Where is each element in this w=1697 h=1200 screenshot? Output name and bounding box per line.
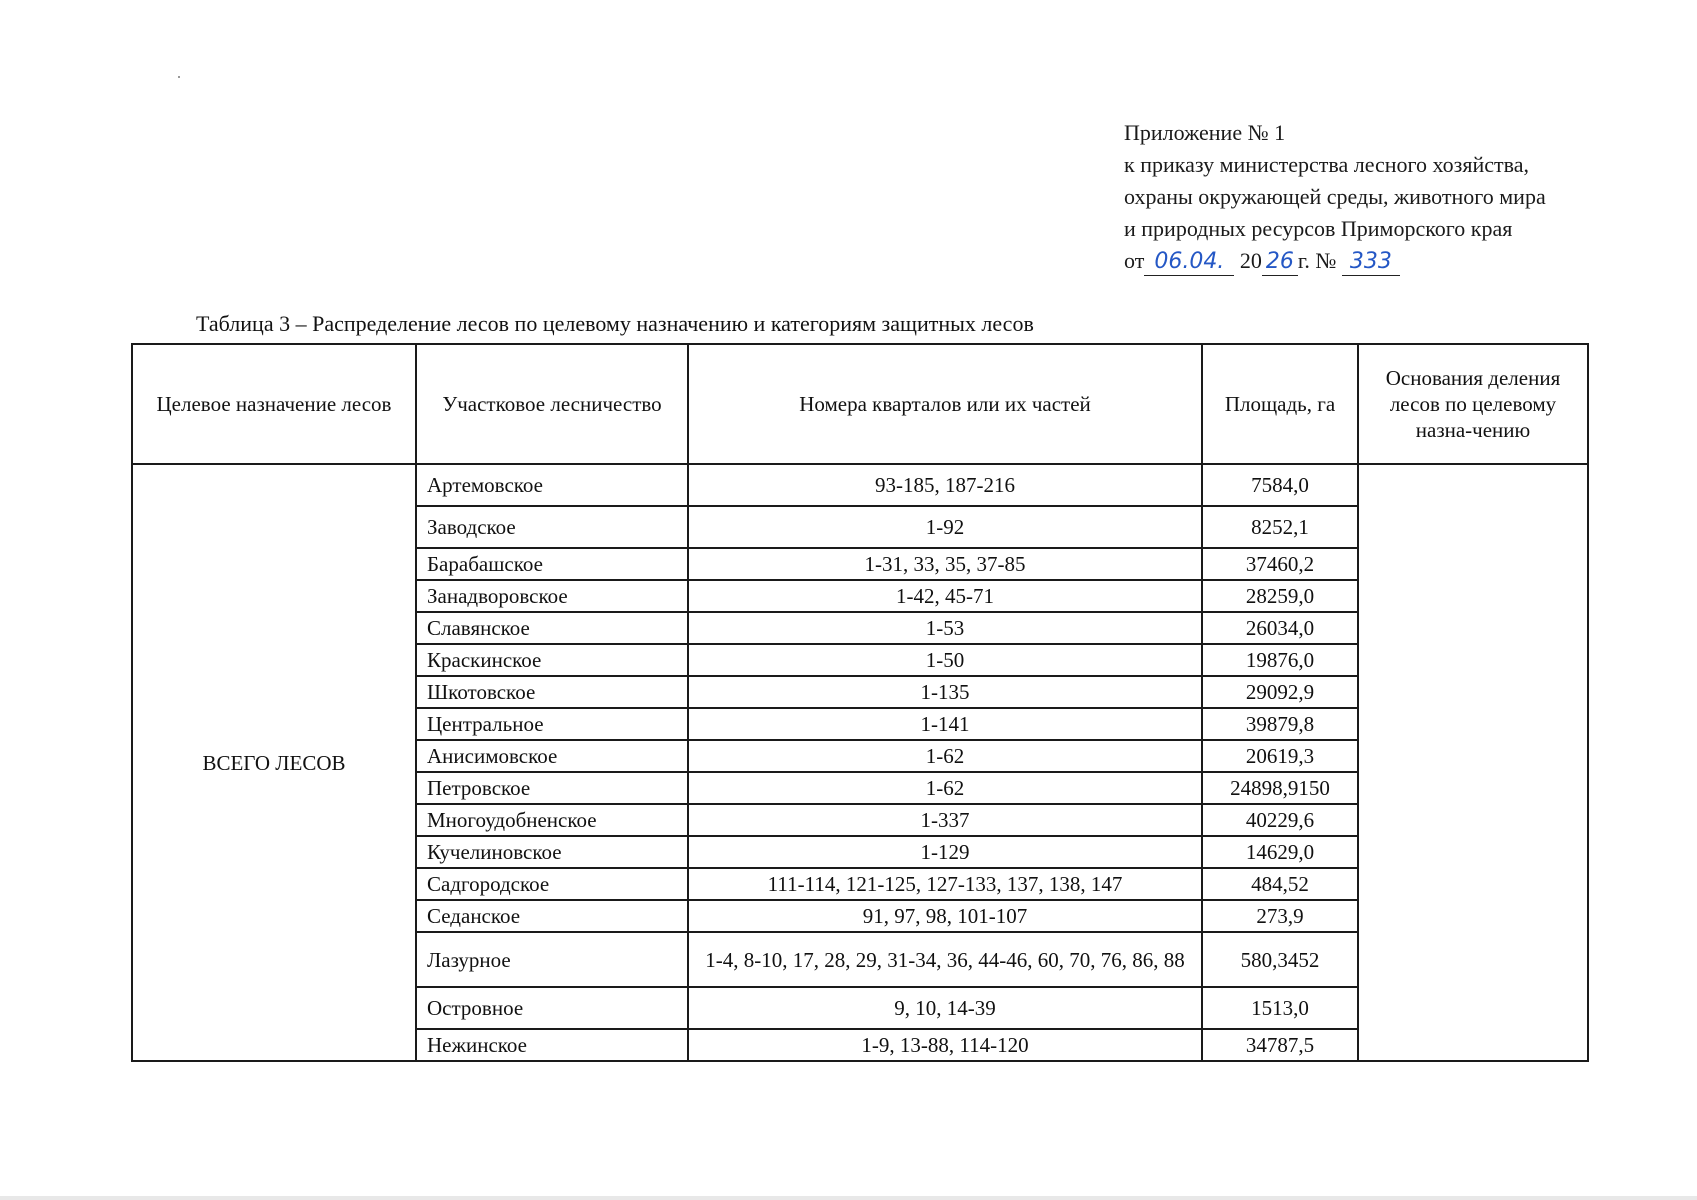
forestry-name: Анисимовское <box>416 740 688 772</box>
quarters-cell: 93-185, 187-216 <box>688 464 1202 506</box>
forestry-name: Артемовское <box>416 464 688 506</box>
quarters-cell: 1-50 <box>688 644 1202 676</box>
area-cell: 37460,2 <box>1202 548 1358 580</box>
header-area: Площадь, га <box>1202 344 1358 464</box>
quarters-cell: 9, 10, 14-39 <box>688 987 1202 1029</box>
handwritten-order-number: 333 <box>1342 249 1400 276</box>
quarters-cell: 1-62 <box>688 772 1202 804</box>
area-cell: 24898,9150 <box>1202 772 1358 804</box>
area-cell: 39879,8 <box>1202 708 1358 740</box>
forestry-name: Островное <box>416 987 688 1029</box>
year-suffix: г. № <box>1297 248 1337 273</box>
annex-date-line <box>1124 245 1546 277</box>
header-basis: Основания деления лесов по целевому назна-чению <box>1358 344 1588 464</box>
forest-distribution-table <box>131 343 1589 1062</box>
quarters-cell: 91, 97, 98, 101-107 <box>688 900 1202 932</box>
quarters-cell: 1-42, 45-71 <box>688 580 1202 612</box>
quarters-cell: 1-9, 13-88, 114-120 <box>688 1029 1202 1061</box>
handwritten-year: 26 <box>1262 249 1298 276</box>
area-cell: 34787,5 <box>1202 1029 1358 1061</box>
handwritten-date: 06.04. <box>1144 249 1234 276</box>
area-cell: 19876,0 <box>1202 644 1358 676</box>
header-forestry: Участковое лесничество <box>416 344 688 464</box>
forestry-name: Седанское <box>416 900 688 932</box>
forestry-name: Садгородское <box>416 868 688 900</box>
area-cell: 7584,0 <box>1202 464 1358 506</box>
forestry-name: Краскинское <box>416 644 688 676</box>
area-cell: 29092,9 <box>1202 676 1358 708</box>
area-cell: 20619,3 <box>1202 740 1358 772</box>
header-quarters: Номера кварталов или их частей <box>688 344 1202 464</box>
scan-speck <box>178 76 180 78</box>
quarters-cell: 111-114, 121-125, 127-133, 137, 138, 147 <box>688 868 1202 900</box>
area-cell: 26034,0 <box>1202 612 1358 644</box>
area-cell: 28259,0 <box>1202 580 1358 612</box>
forestry-name: Центральное <box>416 708 688 740</box>
quarters-cell: 1-129 <box>688 836 1202 868</box>
forestry-name: Петровское <box>416 772 688 804</box>
forestry-name: Нежинское <box>416 1029 688 1061</box>
area-cell: 580,3452 <box>1202 932 1358 987</box>
forestry-name: Многоудобненское <box>416 804 688 836</box>
quarters-cell: 1-31, 33, 35, 37-85 <box>688 548 1202 580</box>
purpose-cell: ВСЕГО ЛЕСОВ <box>132 464 416 1061</box>
area-cell: 484,52 <box>1202 868 1358 900</box>
annex-line-2: охраны окружающей среды, животного мира <box>1124 184 1546 209</box>
scan-bottom-edge <box>0 1196 1697 1200</box>
quarters-cell: 1-92 <box>688 506 1202 548</box>
quarters-cell: 1-141 <box>688 708 1202 740</box>
from-label: от <box>1124 248 1145 273</box>
area-cell: 1513,0 <box>1202 987 1358 1029</box>
forestry-name: Славянское <box>416 612 688 644</box>
forestry-name: Шкотовское <box>416 676 688 708</box>
table-caption: Таблица 3 – Распределение лесов по целевому назначению и категориям защитных лесов <box>196 311 1034 336</box>
forestry-name: Заводское <box>416 506 688 548</box>
forestry-name: Лазурное <box>416 932 688 987</box>
area-cell: 8252,1 <box>1202 506 1358 548</box>
quarters-cell: 1-337 <box>688 804 1202 836</box>
forestry-name: Занадворовское <box>416 580 688 612</box>
quarters-cell: 1-4, 8-10, 17, 28, 29, 31-34, 36, 44-46, 60, 70, 76, 86, 88 <box>688 932 1202 987</box>
annex-line-1: к приказу министерства лесного хозяйства, <box>1124 152 1530 177</box>
forestry-name: Барабашское <box>416 548 688 580</box>
table-row <box>132 464 1588 506</box>
quarters-cell: 1-62 <box>688 740 1202 772</box>
area-cell: 273,9 <box>1202 900 1358 932</box>
header-purpose: Целевое назначение лесов <box>132 344 416 464</box>
annex-line-3: и природных ресурсов Приморского края <box>1124 216 1513 241</box>
forestry-name: Кучелиновское <box>416 836 688 868</box>
annex-title: Приложение № 1 <box>1124 120 1286 145</box>
area-cell: 14629,0 <box>1202 836 1358 868</box>
quarters-cell: 1-53 <box>688 612 1202 644</box>
table-header-row <box>132 344 1588 464</box>
basis-cell <box>1358 464 1588 1061</box>
year-prefix: 20 <box>1239 248 1262 273</box>
quarters-cell: 1-135 <box>688 676 1202 708</box>
area-cell: 40229,6 <box>1202 804 1358 836</box>
annex-header <box>1124 117 1546 277</box>
